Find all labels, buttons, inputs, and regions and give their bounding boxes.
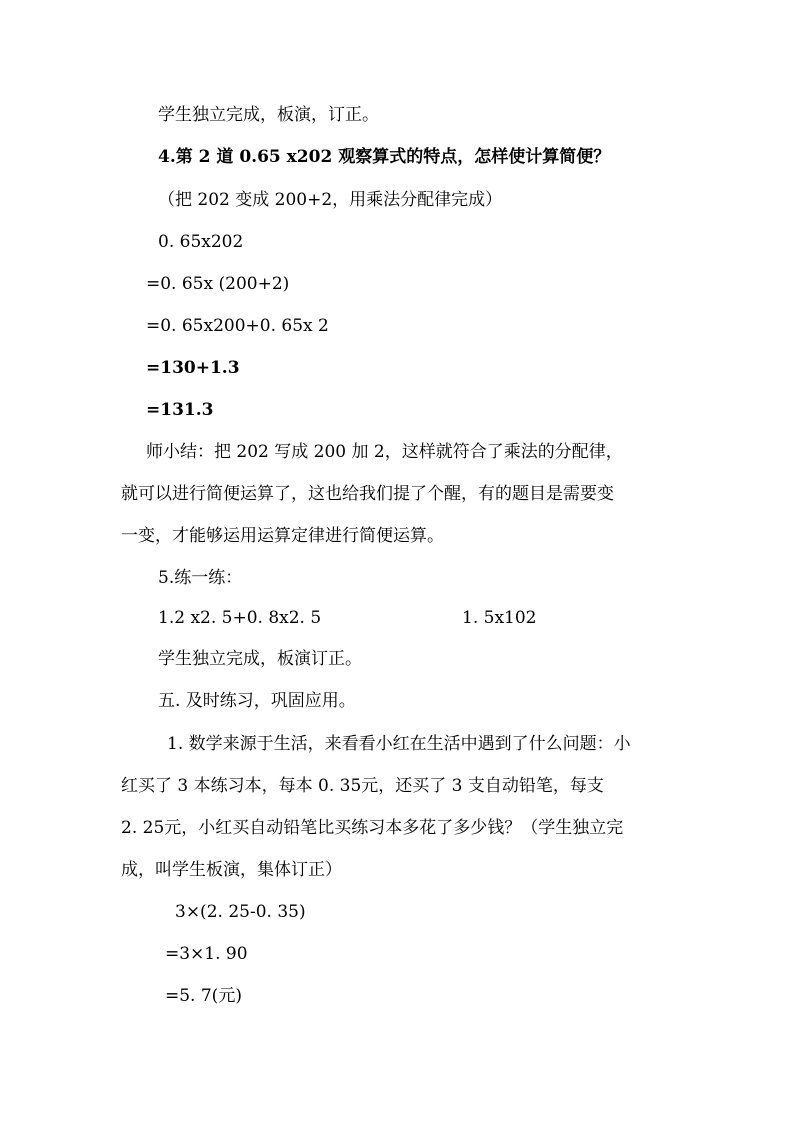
text-line-4: 学生独立完成，板演订正。 xyxy=(158,649,362,669)
teacher-summary-line-2: 就可以进行简便运算了，这也给我们提了个醒，有的题目是需要变 xyxy=(121,484,614,504)
equation-line-2: =0. 65x (200+2) xyxy=(146,274,290,294)
teacher-summary-line-1: 师小结：把 202 写成 200 加 2，这样就符合了乘法的分配律， xyxy=(146,442,623,462)
text-line-2: 4.第 2 道 0.65 x202 观察算式的特点，怎样使计算简便？ xyxy=(158,147,611,167)
solution-line-1: 3×(2. 25-0. 35) xyxy=(175,902,306,922)
text-line-1: 学生独立完成，板演，订正。 xyxy=(158,105,379,125)
practice-item-2: 1. 5x102 xyxy=(462,608,537,628)
equation-line-3: =0. 65x200+0. 65x 2 xyxy=(146,316,329,336)
problem-line-2: 红买了 3 本练习本，每本 0. 35元，还买了 3 支自动铅笔，每支 xyxy=(121,776,604,796)
solution-line-3: =5. 7(元) xyxy=(165,986,242,1006)
equation-line-4: =130+1.3 xyxy=(146,358,240,378)
text-line-3: （把 202 变成 200+2，用乘法分配律完成） xyxy=(158,190,503,210)
practice-item-1: 1.2 x2. 5+0. 8x2. 5 xyxy=(158,608,322,628)
equation-line-5: =131.3 xyxy=(146,400,214,420)
solution-line-2: =3×1. 90 xyxy=(165,944,248,964)
problem-line-4: 成，叫学生板演，集体订正） xyxy=(121,860,342,880)
equation-line-1: 0. 65x202 xyxy=(158,232,244,252)
practice-heading: 5.练一练： xyxy=(158,568,243,588)
section-heading: 五. 及时练习，巩固应用。 xyxy=(158,691,356,711)
teacher-summary-line-3: 一变，才能够运用运算定律进行简便运算。 xyxy=(121,526,444,546)
problem-line-1: 1. 数学来源于生活，来看看小红在生活中遇到了什么问题：小 xyxy=(167,734,631,754)
problem-line-3: 2. 25元，小红买自动铅笔比买练习本多花了多少钱？（学生独立完 xyxy=(121,818,624,838)
